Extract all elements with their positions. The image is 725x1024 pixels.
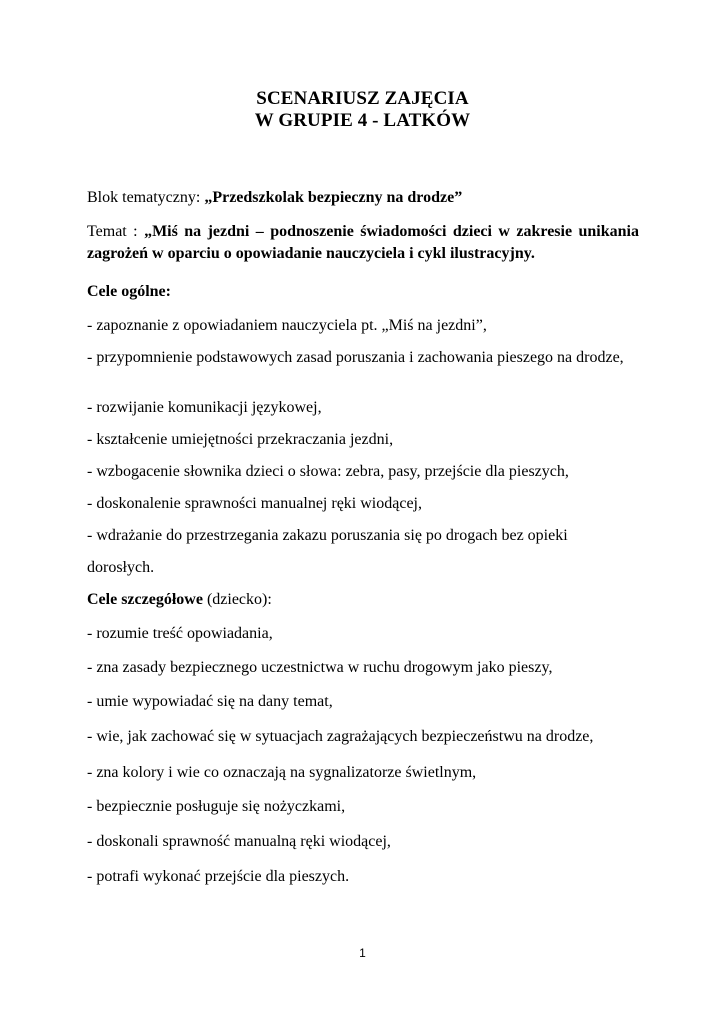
specific-goals-heading	[87, 589, 639, 611]
general-goal-item: - zapoznanie z opowiadaniem nauczyciela pt. „Miś na jezdni”,	[87, 317, 487, 334]
thematic-block-label: Blok tematyczny:	[87, 189, 205, 206]
general-goal-item: - rozwijanie komunikacji językowej,	[87, 399, 322, 416]
specific-goal-item: - rozumie treść opowiadania,	[87, 625, 273, 642]
page-number: 1	[359, 946, 366, 960]
thematic-block	[87, 187, 639, 209]
thematic-block-value: „Przedszkolak bezpieczny na drodze”	[204, 189, 463, 206]
title-line-2: W GRUPIE 4 - LATKÓW	[254, 110, 471, 131]
specific-goal-item: - wie, jak zachować się w sytuacjach zagrażających bezpieczeństwu na drodze,	[87, 728, 594, 745]
specific-goal-item: - potrafi wykonać przejście dla pieszych.	[87, 868, 350, 885]
general-goal-item: - wzbogacenie słownika dzieci o słowa: zebra, pasy, przejście dla pieszych,	[87, 463, 569, 480]
specific-goals-heading-note: (dziecko):	[202, 591, 272, 608]
general-goal-item: dorosłych.	[87, 559, 155, 576]
general-goal-item: - przypomnienie podstawowych zasad poruszania i zachowania pieszego na drodze,	[87, 349, 624, 366]
specific-goal-item: - bezpiecznie posługuje się nożyczkami,	[87, 798, 346, 815]
specific-goal-item: - zna kolory i wie co oznaczają na sygnalizatorze świetlnym,	[87, 764, 477, 781]
title-line-1: SCENARIUSZ ZAJĘCIA	[256, 88, 469, 109]
topic-label: Temat :	[87, 223, 145, 240]
specific-goals-heading-text: Cele szczegółowe	[87, 591, 203, 608]
document-title	[0, 88, 725, 132]
specific-goal-item: - umie wypowiadać się na dany temat,	[87, 693, 333, 710]
general-goals-heading: Cele ogólne:	[87, 283, 171, 300]
specific-goal-item: - doskonali sprawność manualną ręki wiodącej,	[87, 833, 391, 850]
general-goal-item: - kształcenie umiejętności przekraczania jezdni,	[87, 431, 394, 448]
specific-goal-item: - zna zasady bezpiecznego uczestnictwa w ruchu drogowym jako pieszy,	[87, 659, 553, 676]
general-goal-item: - wdrażanie do przestrzegania zakazu poruszania się po drogach bez opieki	[87, 527, 568, 544]
general-goal-item: - doskonalenie sprawności manualnej ręki wiodącej,	[87, 495, 422, 512]
topic-value: „Miś na jezdni – podnoszenie świadomości dzieci w zakresie unikania zagrożeń w oparciu o opowiadanie nauczyciela i cykl ilustracyjny.	[87, 223, 639, 262]
topic	[87, 221, 639, 265]
